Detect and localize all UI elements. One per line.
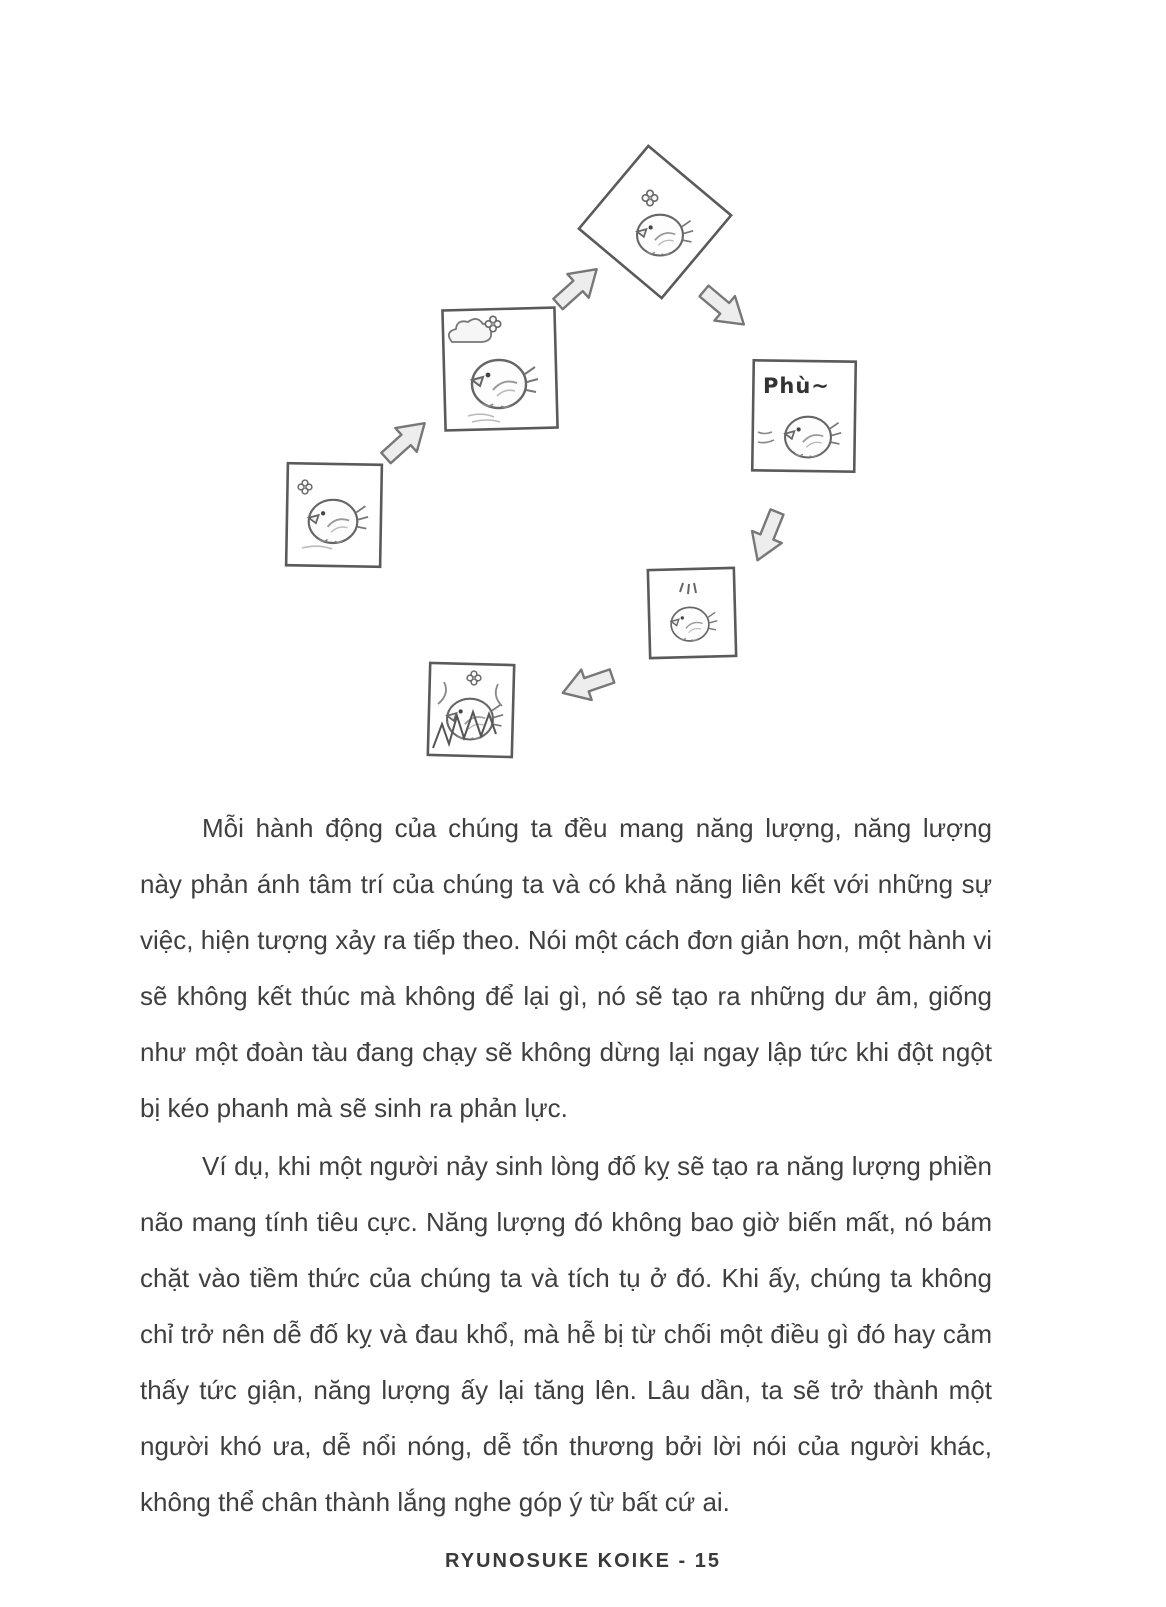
bird-sketch-phu (752, 360, 856, 471)
paragraph-1: Mỗi hành động của chúng ta đều mang năng lượng, năng lượng này phản ánh tâm trí của chúng ta và có khả năng liên kết với những sự việc, hiện tượng xảy ra tiếp theo. Nói một cách đơn giản hơn, một hành vi sẽ không kết thúc mà không để lại gì, nó sẽ tạo ra những dư âm, giống như một đoàn tàu đang chạy sẽ không dừng lại ngay lập tức khi đột ngột bị kéo phanh mà sẽ sinh ra phản lực. (140, 813, 992, 1123)
bird-sketch-top (579, 146, 731, 298)
cycle-arrow-icon (694, 279, 754, 337)
bird-sketch-left (286, 463, 382, 567)
body-text (140, 800, 992, 1530)
cycle-arrow-icon (558, 661, 618, 708)
paragraph-2: Ví dụ, khi một người nảy sinh lòng đố kỵ sẽ tạo ra năng lượng phiền não mang tính tiêu cực. Năng lượng đó không bao giờ biến mất, nó bám chặt vào tiềm thức của chúng ta và tích tụ ở đó. Khi ấy, chúng ta không chỉ trở nên dễ đố kỵ và đau khổ, mà hễ bị từ chối một điều gì đó hay cảm thấy tức giận, năng lượng ấy lại tăng lên. Lâu dần, ta sẽ trở thành một người khó ưa, dễ nổi nóng, dễ tổn thương bởi lời nói của người khác, không thể chân thành lắng nghe góp ý từ bất cứ ai. (140, 1151, 992, 1517)
bird-cycle-illustration (0, 0, 1166, 790)
bird-sketch-lower-right (648, 568, 736, 658)
page-footer (0, 1550, 1166, 1573)
footer-text: RYUNOSUKE KOIKE - 15 (445, 1550, 721, 1572)
cycle-arrow-icon (743, 506, 792, 566)
cycle-arrow-icon (375, 411, 435, 470)
phu-label: Phù~ (763, 374, 830, 398)
bird-sketch-upper-left (442, 308, 557, 431)
cycle-arrow-icon (547, 257, 607, 316)
bird-cycle-svg (0, 0, 1166, 790)
bird-sketch-bottom (428, 663, 514, 757)
